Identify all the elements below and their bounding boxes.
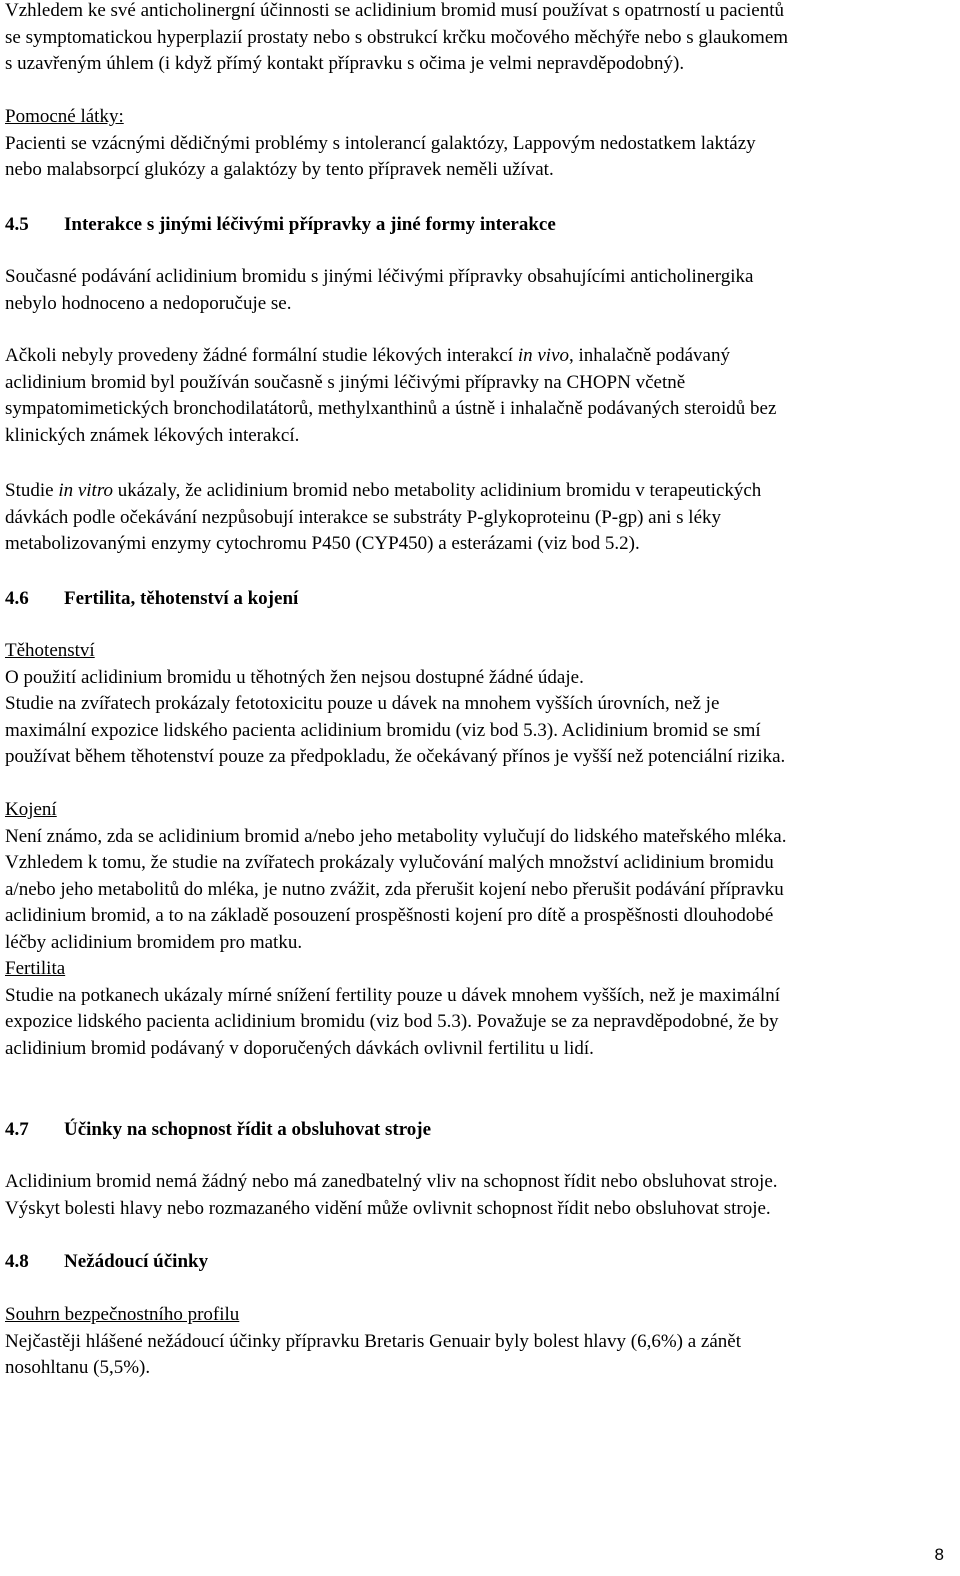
- text-line: aclidinium bromid, a to na základě posouzení prospěšnosti kojení pro dítě a prospěšnosti dlouhodobé: [5, 905, 774, 926]
- section-4-8-heading: [5, 1249, 208, 1276]
- interactions-paragraph-1: [5, 264, 955, 317]
- section-number: 4.7: [5, 1119, 29, 1140]
- section-number: 4.8: [5, 1251, 29, 1272]
- text-line: Vzhledem ke své anticholinergní účinnosti se aclidinium bromid musí používat s opatrností u pacientů: [5, 0, 785, 21]
- driving-paragraph: [5, 1169, 955, 1222]
- pregnancy-title: Těhotenství: [5, 640, 95, 661]
- fertility-paragraph: [5, 956, 955, 1062]
- excipients-title: Pomocné látky:: [5, 106, 124, 127]
- text-line: sympatomimetických bronchodilatátorů, methylxanthinů a ústně i inhalačně podávaných steroidů bez: [5, 398, 777, 419]
- text-fragment: ukázaly, že aclidinium bromid nebo metabolity aclidinium bromidu v terapeutických: [113, 480, 762, 501]
- safety-profile-title: Souhrn bezpečnostního profilu: [5, 1304, 240, 1325]
- fertility-title: Fertilita: [5, 958, 66, 979]
- page-number: 8: [934, 1545, 944, 1564]
- text-line: léčby aclidinium bromidem pro matku.: [5, 931, 303, 953]
- text-line: maximální expozice lidského pacienta aclidinium bromidu (viz bod 5.3). Aclidinium bromid se smí: [5, 719, 761, 741]
- text-line: Aclidinium bromid nemá žádný nebo má zanedbatelný vliv na schopnost řídit nebo obsluhovat stroje.: [5, 1171, 778, 1192]
- text-line: Vzhledem k tomu, že studie na zvířatech prokázaly vylučování malých množství aclidinium bromidu: [5, 852, 774, 873]
- section-4-7-heading: [5, 1117, 431, 1144]
- text-line: aclidinium bromid podávaný v doporučených dávkách ovlivnil fertilitu u lidí.: [5, 1037, 594, 1059]
- text-line: Studie na zvířatech prokázaly fetotoxicitu pouze u dávek na mnohem vyšších úrovních, než je: [5, 693, 720, 714]
- text-line: klinických známek lékových interakcí.: [5, 424, 300, 446]
- section-4-6-heading: [5, 586, 298, 613]
- text-line: Současné podávání aclidinium bromidu s jinými léčivými přípravky obsahujícími anticholinergika: [5, 266, 754, 287]
- text-fragment: Studie: [5, 480, 59, 501]
- text-line: [5, 343, 955, 370]
- text-line: nosohltanu (5,5%).: [5, 1357, 151, 1378]
- breastfeeding-title: Kojení: [5, 799, 57, 820]
- text-fragment: Ačkoli nebyly provedeny žádné formální studie lékových interakcí: [5, 345, 518, 366]
- section-number: 4.5: [5, 214, 29, 235]
- text-line: metabolizovanými enzymy cytochromu P450 (CYP450) a esterázami (viz bod 5.2).: [5, 533, 640, 554]
- excipients-paragraph: [5, 104, 955, 184]
- intro-paragraph: [5, 0, 955, 78]
- text-line: s uzavřeným úhlem (i když přímý kontakt přípravku s očima je velmi nepravděpodobný).: [5, 53, 685, 74]
- interactions-paragraph-2: [5, 343, 955, 449]
- text-line: Pacienti se vzácnými dědičnými problémy s intolerancí galaktózy, Lappovým nedostatkem laktázy: [5, 132, 756, 154]
- text-line: Výskyt bolesti hlavy nebo rozmazaného vidění může ovlivnit schopnost řídit nebo obsluhovat stroje.: [5, 1197, 771, 1219]
- pregnancy-paragraph: [5, 638, 955, 771]
- section-title: Interakce s jinými léčivými přípravky a jiné formy interakce: [64, 214, 556, 235]
- italic-term: in vivo: [517, 345, 570, 366]
- text-line: O použití aclidinium bromidu u těhotných žen nejsou dostupné žádné údaje.: [5, 666, 584, 688]
- section-title: Nežádoucí účinky: [64, 1251, 209, 1272]
- text-line: [5, 478, 955, 505]
- text-line: Nejčastěji hlášené nežádoucí účinky přípravku Bretaris Genuair byly bolest hlavy (6,6%) a zánět: [5, 1330, 741, 1352]
- text-fragment: , inhalačně podávaný: [569, 345, 730, 366]
- text-line: používat během těhotenství pouze za předpokladu, že očekávaný přínos je vyšší než potenciální rizika.: [5, 746, 786, 767]
- section-number: 4.6: [5, 588, 29, 609]
- text-line: se symptomatickou hyperplazií prostaty nebo s obstrukcí krčku močového měchýře nebo s glaukomem: [5, 26, 789, 48]
- section-4-5-heading: [5, 212, 556, 239]
- interactions-paragraph-3: [5, 478, 955, 558]
- text-line: Není známo, zda se aclidinium bromid a/nebo jeho metabolity vylučují do lidského mateřského mléka.: [5, 825, 787, 847]
- text-line: a/nebo jeho metabolitů do mléka, je nutno zvážit, zda přerušit kojení nebo přerušit podávání přípravku: [5, 878, 784, 900]
- breastfeeding-paragraph: [5, 797, 955, 956]
- text-line: dávkách podle očekávání nezpůsobují interakce se substráty P-glykoproteinu (P-gp) ani s léky: [5, 506, 721, 528]
- text-line: aclidinium bromid byl používán současně s jinými léčivými přípravky na CHOPN včetně: [5, 371, 686, 393]
- italic-term: in vitro: [58, 480, 114, 501]
- text-line: expozice lidského pacienta aclidinium bromidu (viz bod 5.3). Považuje se za nepravděpodobné, že by: [5, 1011, 779, 1032]
- section-title: Fertilita, těhotenství a kojení: [64, 588, 299, 609]
- text-line: nebylo hodnoceno a nedoporučuje se.: [5, 292, 292, 314]
- text-line: Studie na potkanech ukázaly mírné snížení fertility pouze u dávek mnohem vyšších, než je maximální: [5, 984, 781, 1006]
- text-line: nebo malabsorpcí glukózy a galaktózy by tento přípravek neměli užívat.: [5, 159, 554, 180]
- section-title: Účinky na schopnost řídit a obsluhovat stroje: [64, 1119, 432, 1140]
- safety-profile-paragraph: [5, 1302, 955, 1382]
